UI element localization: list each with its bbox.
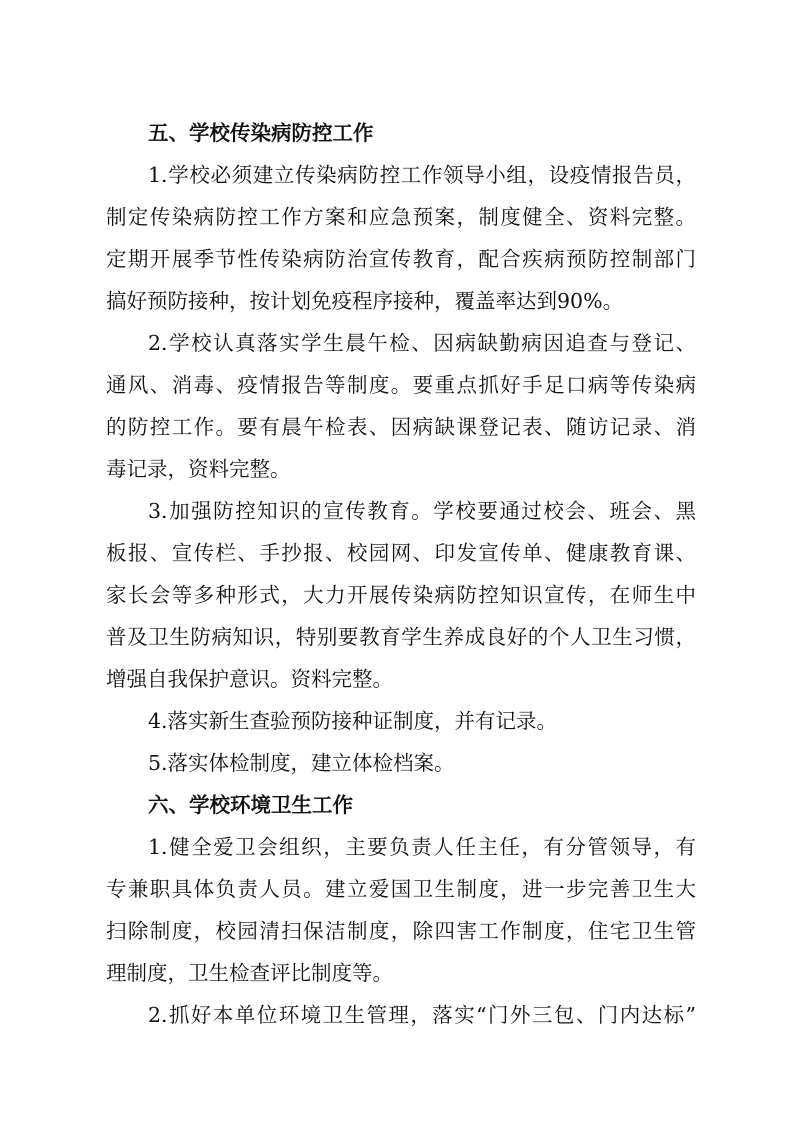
text-line: 家长会等多种形式，大力开展传染病防控知识宣传，在师生中	[106, 583, 696, 607]
section-heading-5: 五、学校传染病防控工作	[148, 121, 374, 145]
text-line: 制定传染病防控工作方案和应急预案，制度健全、资料完整。	[106, 205, 696, 229]
text-line: 1.学校必须建立传染病防控工作领导小组，设疫情报告员，	[148, 163, 696, 187]
text-line: 的防控工作。要有晨午检表、因病缺课登记表、随访记录、消	[106, 415, 696, 439]
text-line: 理制度，卫生检查评比制度等。	[106, 961, 393, 985]
text-line: 3.加强防控知识的宣传教育。学校要通过校会、班会、黑	[148, 499, 696, 523]
text-line: 板报、宣传栏、手抄报、校园网、印发宣传单、健康教育课、	[106, 541, 696, 565]
text-line: 2.抓好本单位环境卫生管理，落实“门外三包、门内达标”	[148, 1003, 696, 1027]
text-line: 定期开展季节性传染病防治宣传教育，配合疾病预防控制部门	[106, 247, 696, 271]
section-heading-6: 六、学校环境卫生工作	[148, 793, 353, 817]
text-line: 5.落实体检制度，建立体检档案。	[148, 751, 455, 775]
text-line: 专兼职具体负责人员。建立爱国卫生制度，进一步完善卫生大	[106, 877, 696, 901]
text-line: 增强自我保护意识。资料完整。	[106, 667, 393, 691]
text-line: 普及卫生防病知识，特别要教育学生养成良好的个人卫生习惯，	[106, 625, 696, 649]
text-line: 通风、消毒、疫情报告等制度。要重点抓好手足口病等传染病	[106, 373, 696, 397]
text-line: 2.学校认真落实学生晨午检、因病缺勤病因追查与登记、	[148, 331, 696, 355]
text-line: 搞好预防接种，按计划免疫程序接种，覆盖率达到90%。	[106, 289, 624, 313]
text-line: 毒记录，资料完整。	[106, 457, 291, 481]
text-line: 4.落实新生查验预防接种证制度，并有记录。	[148, 709, 558, 733]
text-line: 扫除制度，校园清扫保洁制度，除四害工作制度，住宅卫生管	[106, 919, 696, 943]
text-line: 1.健全爱卫会组织，主要负责人任主任，有分管领导，有	[148, 835, 696, 859]
